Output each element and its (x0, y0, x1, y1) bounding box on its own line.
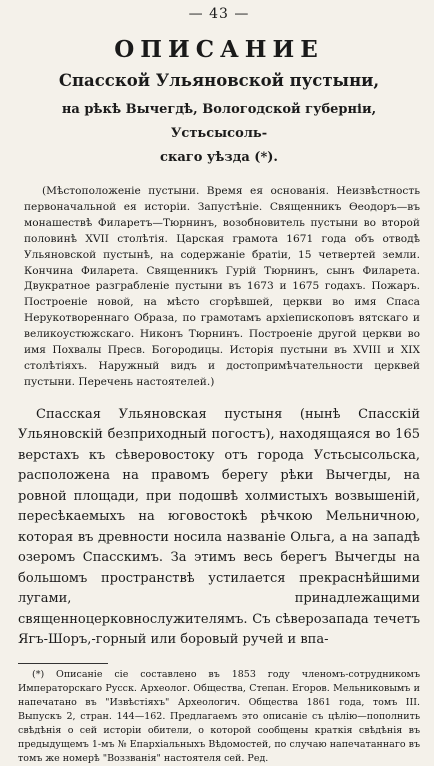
document-subtitle: Спасской Ульяновской пустыни, (58, 71, 380, 90)
footnote: (*) Описаніе сіе составлено въ 1853 году членомъ-сотрудникомъ Императорскаго Русск. Археолог. Общества, Степан. Егоров. Мельниковымъ и напечатано въ "Извѣстіяхъ" Археологич. Общества 1861 года, томъ III. Выпускъ 2, стран. 144—162. Предлагаемъ это описаніе съ цѣлію—пополнить свѣдѣнія о сей исторіи обители, о которой сообщены краткія свѣдѣнія въ предыдущемъ 1-мъ № Епархіальныхъ Вѣдомостей, по случаю напечатаннаго въ томъ же номерѣ "Воззванія" настоятеля сей. Ред. (18, 668, 420, 764)
location-line (18, 98, 420, 170)
footnote-divider (18, 663, 108, 664)
chapter-summary: (Мѣстоположеніе пустыни. Время ея основанія. Неизвѣстность первоначальной ея исторіи. Запустѣніе. Священникъ Ѳеодоръ—въ монашествѣ Филаретъ—Тюрнинъ, возобновитель пустыни во второй половинѣ XVII столѣтія. Царская грамота 1671 года объ отводѣ Ульяновской пустынѣ, на содержаніе братіи, 15 четвертей земли. Кончина Филарета. Священникъ Гурій Тюрнинъ, сынъ Филарета. Двукратное разграбленіе пустыни въ 1673 и 1675 годахъ. Пожаръ. Построеніе новой, на мѣсто сгорѣвшей, церкви во имя Спаса Нерукотвореннаго Образа, по грамотамъ архіепископовъ вятскаго и великоустюжскаго. Никонъ Тюрнинъ. Построеніе другой церкви во имя Похвалы Пресв. Богородицы. Исторія пустыни въ XVIII и XIX столѣтіяхъ. Наружный видъ и достопримѣчательности церквей пустыни. Перечень настоятелей.) (24, 185, 420, 388)
document-title: ОПИСАНИЕ (114, 36, 324, 63)
location-line-2: скаго уѣзда (*). (160, 150, 278, 165)
page-number: — 43 — (188, 6, 250, 22)
body-paragraph: Спасская Ульяновская пустыня (нынѣ Спасскій Ульяновскій безприходный погостъ), находящаяся во 165 верстахъ къ сѣверовостоку отъ города Устьсысольска, расположена на правомъ берегу рѣки Вычегды, на ровной площади, при подошвѣ холмистыхъ возвышеній, пересѣкаемыхъ на юговостокѣ рѣчкою Мельничною, которая въ древности носила названіе Ольга, а на западѣ озеромъ Спасскимъ. За этимъ весь берегъ Вычегды на большомъ пространствѣ устилается прекраснѣйшими лугами, принадлежащими священноцерковнослужителямъ. Съ сѣверозапада течетъ Ягъ-Шоръ,-горный или боровый ручей и впа- (18, 406, 420, 648)
location-line-1: на рѣкѣ Вычегдѣ, Вологодской губерніи, Устьсысоль- (61, 102, 377, 141)
